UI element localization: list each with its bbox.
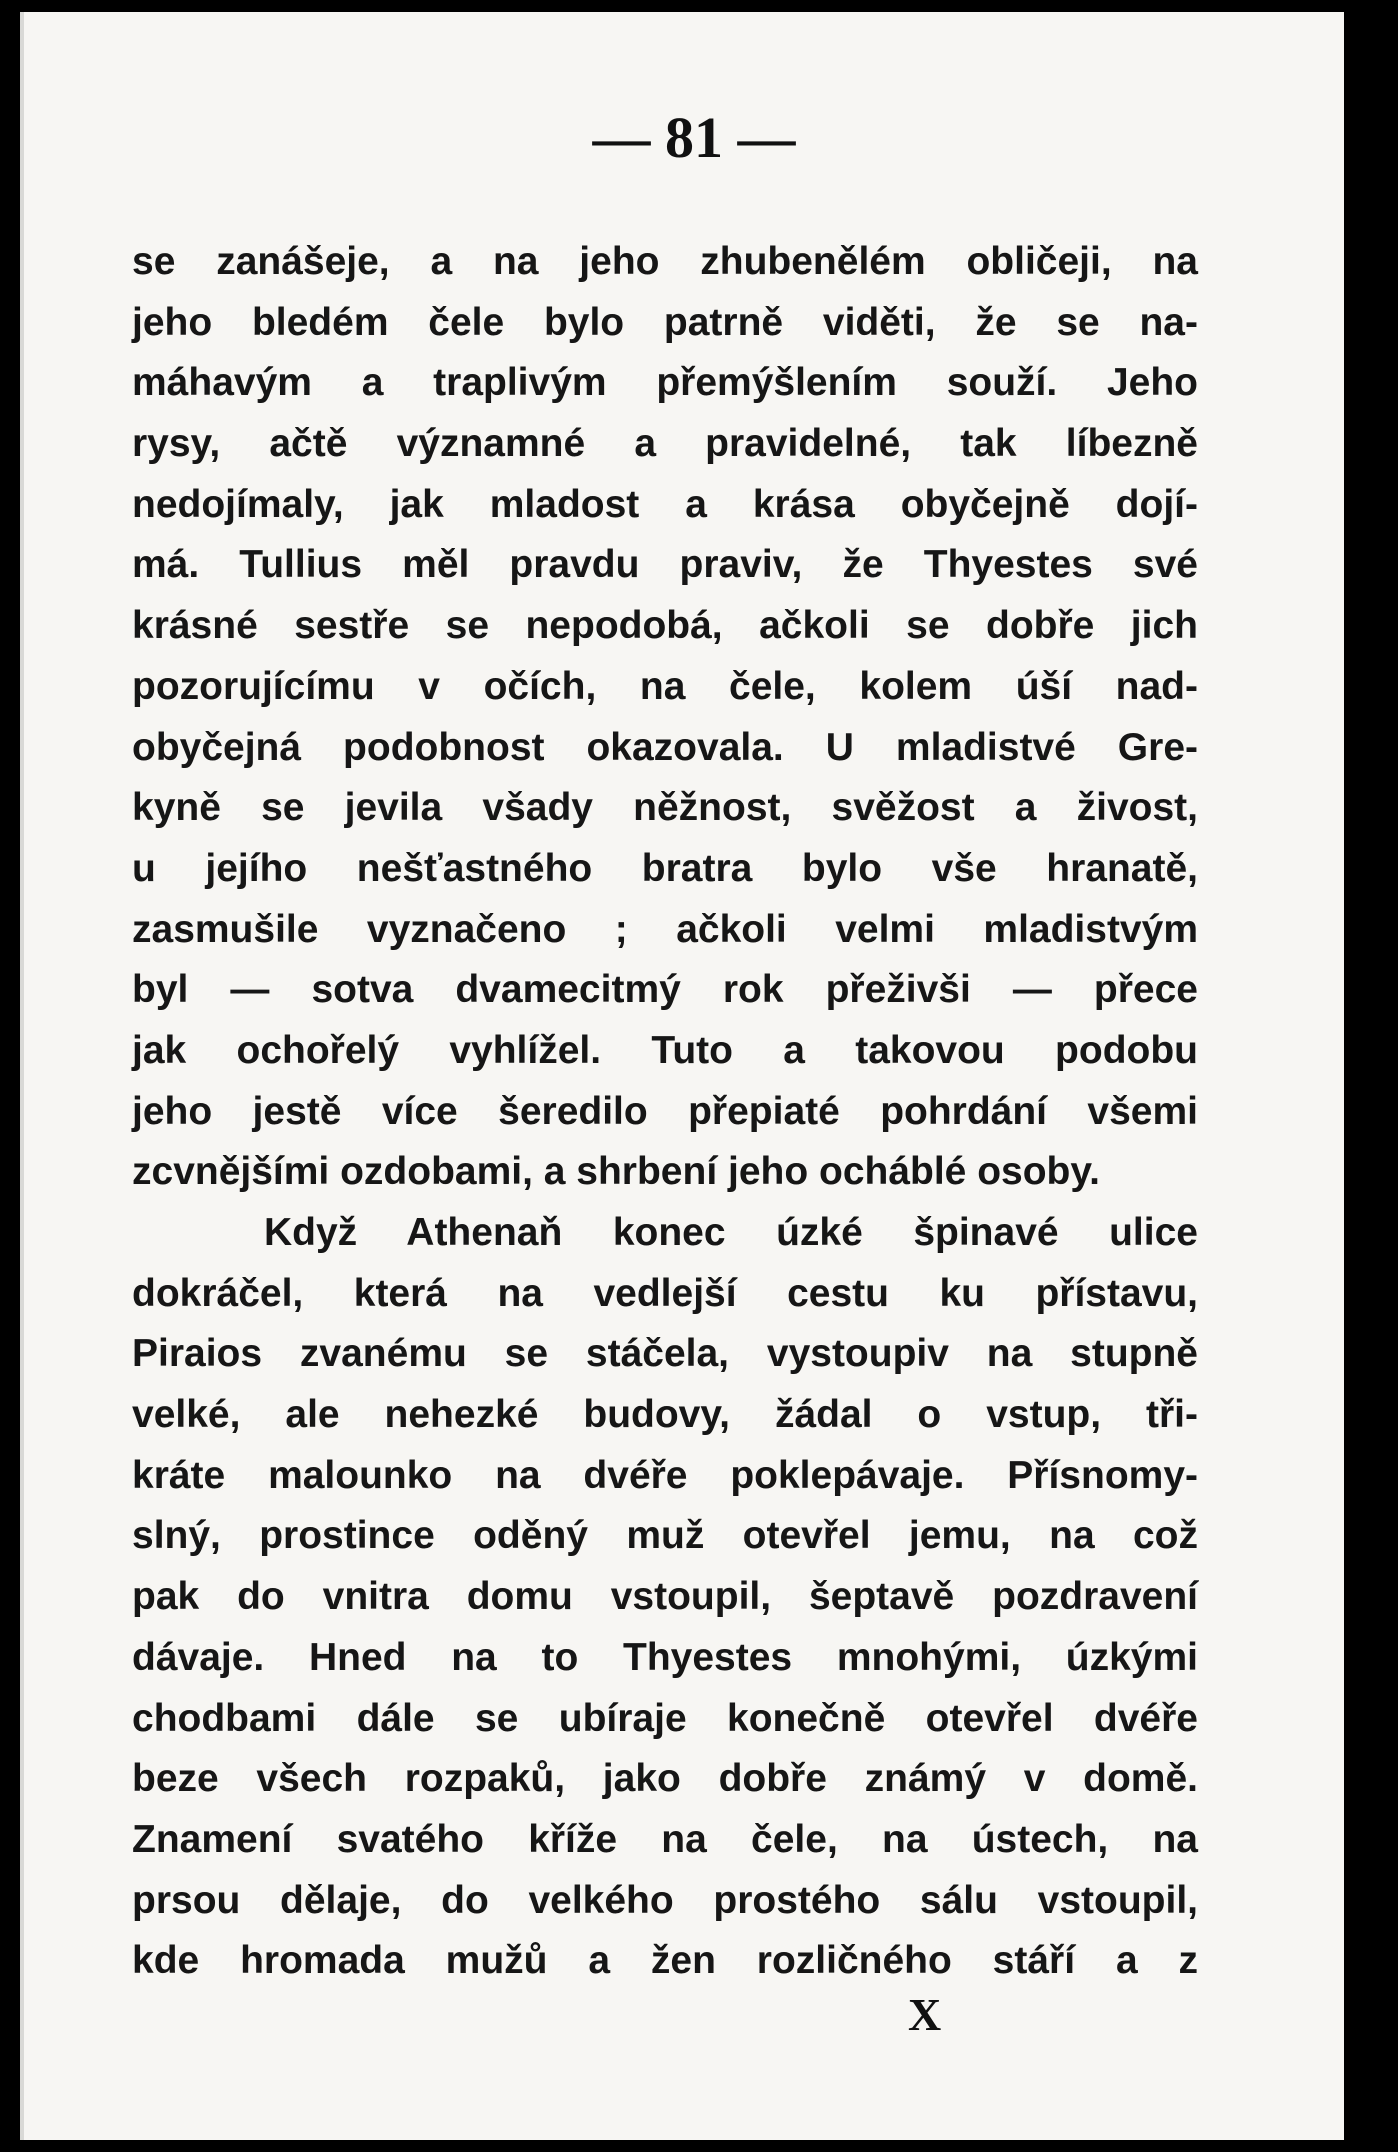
text-line: kyně se jevila všady něžnost, svěžost a živost,: [132, 786, 1198, 830]
text-line: máhavým a traplivým přemýšlením souží. Jeho: [132, 361, 1198, 405]
paragraph-start-line: Když Athenaň konec úzké špinavé ulice: [264, 1211, 1198, 1254]
text-line: se zanášeje, a na jeho zhubenělém obličeji, na: [132, 240, 1198, 283]
text-line: nedojímaly, jak mladost a krása obyčejně dojí-: [132, 482, 1198, 526]
text-line: pak do vnitra domu vstoupil, šeptavě pozdravení: [132, 1575, 1198, 1619]
text-line: jeho bledém čele bylo patrně viděti, že se na-: [132, 300, 1198, 344]
text-line: rysy, ačtě významné a pravidelné, tak líbezně: [132, 422, 1198, 466]
text-line: pozorujícímu v očích, na čele, kolem úší nad-: [132, 664, 1198, 708]
text-line: velké, ale nehezké budovy, žádal o vstup, tři-: [132, 1393, 1198, 1437]
text-line: slný, prostince oděný muž otevřel jemu, na což: [132, 1514, 1198, 1558]
text-line: chodbami dále se ubíraje konečně otevřel dvéře: [132, 1696, 1198, 1740]
body-text: [132, 232, 1198, 1992]
signature-mark: X: [908, 1989, 942, 2040]
text-line: jak ochořelý vyhlížel. Tuto a takovou podobu: [132, 1028, 1198, 1072]
text-line: krásné sestře se nepodobá, ačkoli se dobře jich: [132, 604, 1198, 648]
text-line: má. Tullius měl pravdu praviv, že Thyestes své: [132, 543, 1198, 587]
text-line: kde hromada mužů a žen rozličného stáří a z: [132, 1939, 1198, 1983]
text-line: beze všech rozpaků, jako dobře známý v domě.: [132, 1757, 1198, 1801]
paragraph-end-line: zcvnějšími ozdobami, a shrbení jeho ocháblé osoby.: [132, 1150, 1100, 1194]
text-line: kráte malounko na dvéře poklepávaje. Přísnomy-: [132, 1453, 1198, 1497]
text-line: dávaje. Hned na to Thyestes mnohými, úzkými: [132, 1635, 1198, 1679]
text-line: jeho jestě více šeredilo přepiaté pohrdání všemi: [132, 1089, 1198, 1133]
text-line: obyčejná podobnost okazovala. U mladistvé Gre-: [132, 725, 1198, 769]
text-line: u jejího nešťastného bratra bylo vše hranatě,: [132, 846, 1198, 890]
text-line: dokráčel, která na vedlejší cestu ku přístavu,: [132, 1271, 1198, 1315]
text-line: Znamení svatého kříže na čele, na ústech, na: [132, 1817, 1198, 1861]
text-line: prsou dělaje, do velkého prostého sálu vstoupil,: [132, 1878, 1198, 1922]
text-line: zasmušile vyznačeno ; ačkoli velmi mladistvým: [132, 907, 1198, 951]
book-page: [20, 12, 1344, 2140]
text-line: Piraios zvanému se stáčela, vystoupiv na stupně: [132, 1332, 1198, 1376]
page-number-header: — 81 —: [592, 105, 796, 170]
text-line: byl — sotva dvamecitmý rok přeživši — přece: [132, 968, 1198, 1012]
